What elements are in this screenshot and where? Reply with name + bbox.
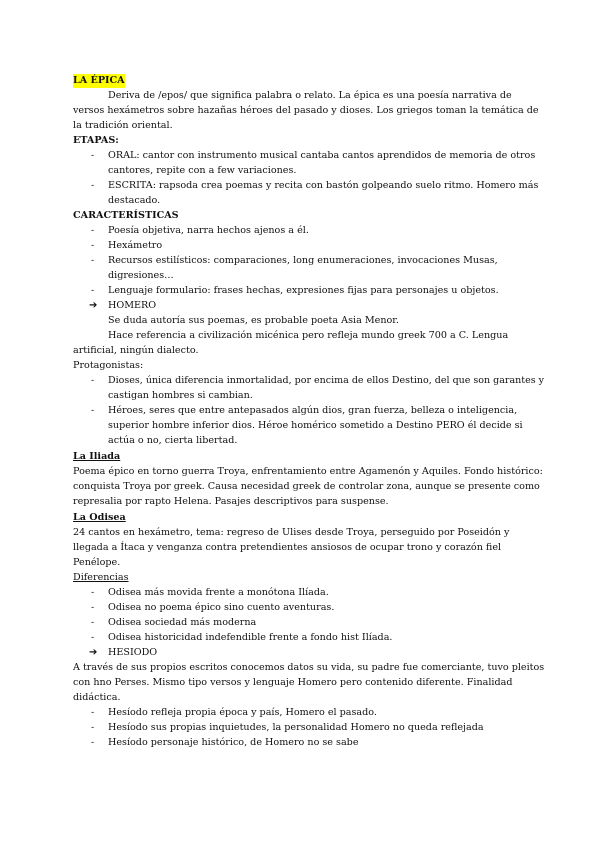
paragraph-line: versos hexámetros sobre hazañas héroes del pasado y dioses. Los griegos toman la temática de — [73, 105, 539, 116]
list-item-line: cantores, repite con a few variaciones. — [108, 165, 297, 176]
arrow-bullet-icon: ➔ — [89, 647, 98, 658]
list-item-line: ESCRITA: rapsoda crea poemas y recita con bastón golpeando suelo ritmo. Homero más — [108, 180, 539, 191]
paragraph-line: conquista Troya por greek. Causa necesidad greek de controlar zona, aunque se presente como — [73, 481, 540, 492]
list-item-line: Recursos estilísticos: comparaciones, long enumeraciones, invocaciones Musas, — [108, 255, 498, 266]
list-item-line: ORAL: cantor con instrumento musical cantaba cantos aprendidos de memoria de otros — [108, 150, 536, 161]
paragraph-line: Poema épico en torno guerra Troya, enfrentamiento entre Agamenón y Aquiles. Fondo histórico: — [73, 466, 543, 477]
list-dash: - — [91, 150, 95, 161]
paragraph-line: artificial, ningún dialecto. — [73, 345, 199, 356]
list-dash: - — [91, 180, 95, 191]
list-dash: - — [91, 375, 95, 386]
list-item-line: Hesíodo sus propias inquietudes, la personalidad Homero no queda reflejada — [108, 722, 484, 733]
paragraph-line: Se duda autoría sus poemas, es probable poeta Asia Menor. — [108, 315, 399, 326]
paragraph-line: Deriva de /epos/ que significa palabra o relato. La épica es una poesía narrativa de — [108, 90, 512, 101]
section-heading-diferencias: Diferencias — [73, 572, 129, 583]
section-heading-etapas: ETAPAS: — [73, 135, 119, 146]
list-item-line: Hexámetro — [108, 240, 163, 251]
paragraph-line: didáctica. — [73, 692, 121, 703]
paragraph-line: con hno Perses. Mismo tipo versos y lenguaje Homero pero contenido diferente. Finalidad — [73, 677, 513, 688]
list-item-line: actúa o no, cierta libertad. — [108, 435, 238, 446]
paragraph-line: Hace referencia a civilización micénica pero refleja mundo greek 700 a C. Lengua — [108, 330, 509, 341]
list-dash: - — [91, 240, 95, 251]
paragraph-line: represalia por rapto Helena. Pasajes descriptivos para suspense. — [73, 496, 389, 507]
list-dash: - — [91, 707, 95, 718]
list-item-line: Lenguaje formulario: frases hechas, expresiones fijas para personajes u objetos. — [108, 285, 499, 296]
section-title-iliada: La Iliada — [73, 451, 121, 462]
paragraph-line: llegada a Ítaca y venganza contra pretendientes ansiosos de ocupar trono y corazón fiel — [73, 542, 502, 553]
list-dash: - — [91, 617, 95, 628]
paragraph-line: 24 cantos en hexámetro, tema: regreso de Ulises desde Troya, perseguido por Poseidón y — [73, 527, 510, 538]
list-item-line: Dioses, única diferencia inmortalidad, por encima de ellos Destino, del que son garantes y — [108, 375, 544, 386]
paragraph-line: la tradición oriental. — [73, 120, 173, 131]
list-dash: - — [91, 405, 95, 416]
list-item-line: Hesíodo refleja propia época y país, Homero el pasado. — [108, 707, 377, 718]
list-dash: - — [91, 737, 95, 748]
list-item-line: Héroes, seres que entre antepasados algún dios, gran fuerza, belleza o inteligencia, — [108, 405, 518, 416]
arrow-bullet-icon: ➔ — [89, 300, 98, 311]
section-title-epica: LA ÉPICA — [73, 75, 125, 86]
list-item-line: Odisea más movida frente a monótona Ilíada. — [108, 587, 329, 598]
list-dash: - — [91, 602, 95, 613]
homero-label: HOMERO — [108, 300, 157, 311]
list-dash: - — [91, 285, 95, 296]
list-dash: - — [91, 722, 95, 733]
paragraph-line: Penélope. — [73, 557, 121, 568]
list-dash: - — [91, 587, 95, 598]
list-dash: - — [91, 255, 95, 266]
list-item-line: destacado. — [108, 195, 161, 206]
section-heading-protagonistas: Protagonistas: — [73, 360, 144, 371]
section-heading-caracteristicas: CARACTERÍSTICAS — [73, 210, 179, 221]
hesiodo-label: HESIODO — [108, 647, 158, 658]
list-dash: - — [91, 632, 95, 643]
list-item-line: Odisea no poema épico sino cuento aventuras. — [108, 602, 335, 613]
list-item-line: Poesía objetiva, narra hechos ajenos a él. — [108, 225, 309, 236]
list-item-line: superior hombre inferior dios. Héroe homérico sometido a Destino PERO él decide si — [108, 420, 523, 431]
paragraph-line: A través de sus propios escritos conocemos datos su vida, su padre fue comerciante, tuvo pleitos — [73, 662, 545, 673]
list-item-line: Odisea historicidad indefendible frente a fondo hist Ilíada. — [108, 632, 393, 643]
list-item-line: castigan hombres si cambian. — [108, 390, 253, 401]
list-item-line: Hesíodo personaje histórico, de Homero no se sabe — [108, 737, 359, 748]
list-dash: - — [91, 225, 95, 236]
section-title-odisea: La Odisea — [73, 512, 126, 523]
list-item-line: digresiones… — [108, 270, 174, 281]
list-item-line: Odisea sociedad más moderna — [108, 617, 257, 628]
